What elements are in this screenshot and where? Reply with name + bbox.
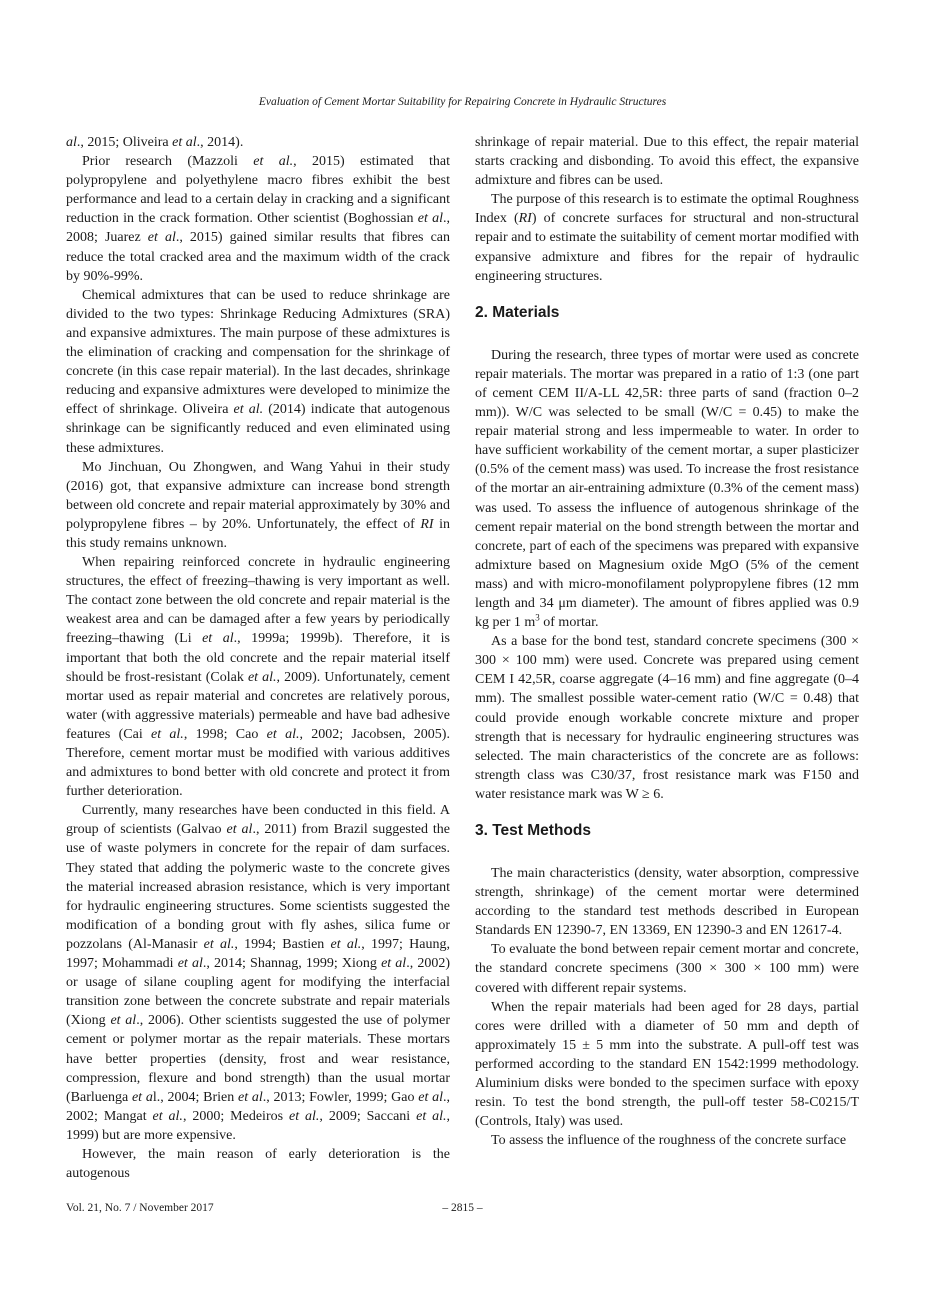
paragraph: al., 2015; Oliveira et al., 2014). xyxy=(66,135,244,150)
paragraph: Mo Jinchuan, Ou Zhongwen, and Wang Yahui in their study (2016) got, that expansive admixture can increase bond strength between old concrete and repair material approximately by 30% and polypropylene fibres – by 20%. Unfortunately, the effect of RI in this study remains unknown. xyxy=(66,459,451,551)
paragraph: To evaluate the bond between repair cement mortar and concrete, the standard concrete specimens (300 × 300 × 100 mm) were covered with different repair systems. xyxy=(475,942,859,996)
left-column xyxy=(66,133,450,1183)
paragraph: To assess the influence of the roughness of the concrete surface xyxy=(491,1133,847,1149)
right-column xyxy=(475,133,859,1150)
section-heading-materials: 2. Materials xyxy=(475,303,560,321)
section-heading-test-methods: 3. Test Methods xyxy=(475,822,591,839)
paragraph: The main characteristics (density, water absorption, compressive strength, shrinkage) of the cement mortar were determined according to the standard test methods described in European Standards EN 12390-7, EN 13369, EN 12390-3 and EN 12617-4. xyxy=(475,866,859,939)
materials-body xyxy=(475,346,859,804)
paragraph: shrinkage of repair material. Due to this effect, the repair material starts cracking and disbonding. To avoid this effect, the expansive admixture and fibres can be used. xyxy=(475,135,859,189)
paragraph: During the research, three types of mortar were used as concrete repair materials. The mortar was prepared in a ratio of 1:3 (one part of cement CEM II/A-LL 42,5R: three parts of sand (fraction 0–2 mm)). W/C was selected to be small (W/C = 0.45) to make the repair material strong and less impermeable to water. In order to have sufficient workability of the cement mortar, a super plasticizer (0.5% of the cement mass) was used. To increase the frost resistance of the mortar an air-entraining admixture (0.3% of the cement mass) was used. To assess the influence of autogenous shrinkage of the cement repair material on the bond strength between the mortar and concrete, part of each of the specimens was prepared with expansive admixture based on Magnesium oxide MgO (5% of the cement mass) and with micro-monofilament polypropylene fibres (12 mm length and 34 μm diameter). The amount of fibres applied was 0.9 kg per 1 $m^3$ of mortar. xyxy=(475,347,859,631)
paragraph: When the repair materials had been aged for 28 days, partial cores were drilled with a diameter of 50 mm and depth of approximately 15 ± 5 mm into the substrate. A pull-off test was performed according to the standard EN 1542:1999 methodology. Aluminium disks were bonded to the specimen surface with epoxy resin. To test the bond strength, the pull-off tester 58-C0215/T (Controls, Italy) was used. xyxy=(475,999,859,1130)
paragraph: When repairing reinforced concrete in hydraulic engineering structures, the effect of freezing–thawing is very important as well. The contact zone between the old concrete and repair material is the weakest area and can be damaged after a few years by periodically freezing–thawing (Li et al., 1999a; 1999b). Therefore, it is important that both the old concrete and the repair material itself should be frost-resistant (Colak et al., 2009). Unfortunately, cement mortar used as repair material and concretes are relatively porous, water (with aggressive materials) permeable and have bad adhesive features (Cai et al., 1998; Cao et al., 2002; Jacobsen, 2005). Therefore, cement mortar must be modified with various additives and admixtures to bond better with old concrete and protect it from further deterioration. xyxy=(66,555,450,800)
paragraph: As a base for the bond test, standard concrete specimens (300 × 300 × 100 mm) were used. Concrete was prepared using cement CEM I 42,5R, coarse aggregate (4–16 mm) and fine aggregate (0–4 mm). The smallest possible water-cement ratio (W/C = 0.48) that could provide enough workable concrete mixture and proper strength that is necessary for hydraulic engineering structures was selected. The main characteristics of the concrete are as follows: strength class was C30/37, frost resistance mark was F150 and water resistance mark was W ≥ 6. xyxy=(475,634,859,802)
paragraph: However, the main reason of early deterioration is the autogenous xyxy=(66,1146,450,1182)
test-methods-body xyxy=(475,864,859,1150)
right-intro xyxy=(475,133,859,286)
running-head: Evaluation of Cement Mortar Suitability for Repairing Concrete in Hydraulic Structures xyxy=(258,96,667,108)
paragraph: Chemical admixtures that can be used to reduce shrinkage are divided to the two types: Shrinkage Reducing Admixtures (SRA) and expansive admixtures. The main purpose of these admixtures is the elimination of cracking and compensation for the shrinkage of concrete (in this case repair material). In the last decades, shrinkage reducing and expansive admixtures were developed to minimize the effect of shrinkage. Oliveira et al. (2014) indicate that autogenous shrinkage can be significantly reduced and even eliminated using these admixtures. xyxy=(66,287,450,456)
paragraph: The purpose of this research is to estimate the optimal Roughness Index (RI) of concrete surfaces for structural and non-structural repair and to estimate the suitability of cement mortar modified with expansive admixture and fibres for the repair of hydraulic engineering structures. xyxy=(475,192,859,284)
paragraph: Prior research (Mazzoli et al., 2015) estimated that polypropylene and polyethylene macro fibres exhibit the best performance and lead to a certain delay in cracking and a significant reduction in the crack formation. Other scientist (Boghossian et al., 2008; Juarez et al., 2015) gained similar results that fibres can reduce the total cracked area and the maximum width of the crack by 90%-99%. xyxy=(66,154,450,284)
footer-page-number: – 2815 – xyxy=(442,1202,483,1214)
footer-volume: Vol. 21, No. 7 / November 2017 xyxy=(66,1202,214,1214)
paragraph: Currently, many researches have been conducted in this field. A group of scientists (Galvao et al., 2011) from Brazil suggested the use of waste polymers in concrete for the repair of dam surfaces. They stated that adding the polymeric waste to the concrete gives the material increased abrasion resistance, which is very important for hydraulic engineering structures. Some scientists suggested the modification of a bonding grout with fly ashes, silica fume or pozzolans (Al-Manasir et al., 1994; Bastien et al., 1997; Haung, 1997; Mohammadi et al., 2014; Shannag, 1999; Xiong et al., 2002) or usage of silane coupling agent for modifying the interfacial transition zone between the concrete substrate and repair materials (Xiong et al., 2006). Other scientists suggested the use of polymer cement or polymer mortar as the repair materials. These mortars have better properties (density, frost and wear resistance, compression, flexure and bond strength) than the usual mortar (Barluenga et al., 2004; Brien et al., 2013; Fowler, 1999; Gao et al., 2002; Mangat et al., 2000; Medeiros et al., 2009; Saccani et al., 1999) but are more expensive. xyxy=(66,803,451,1143)
